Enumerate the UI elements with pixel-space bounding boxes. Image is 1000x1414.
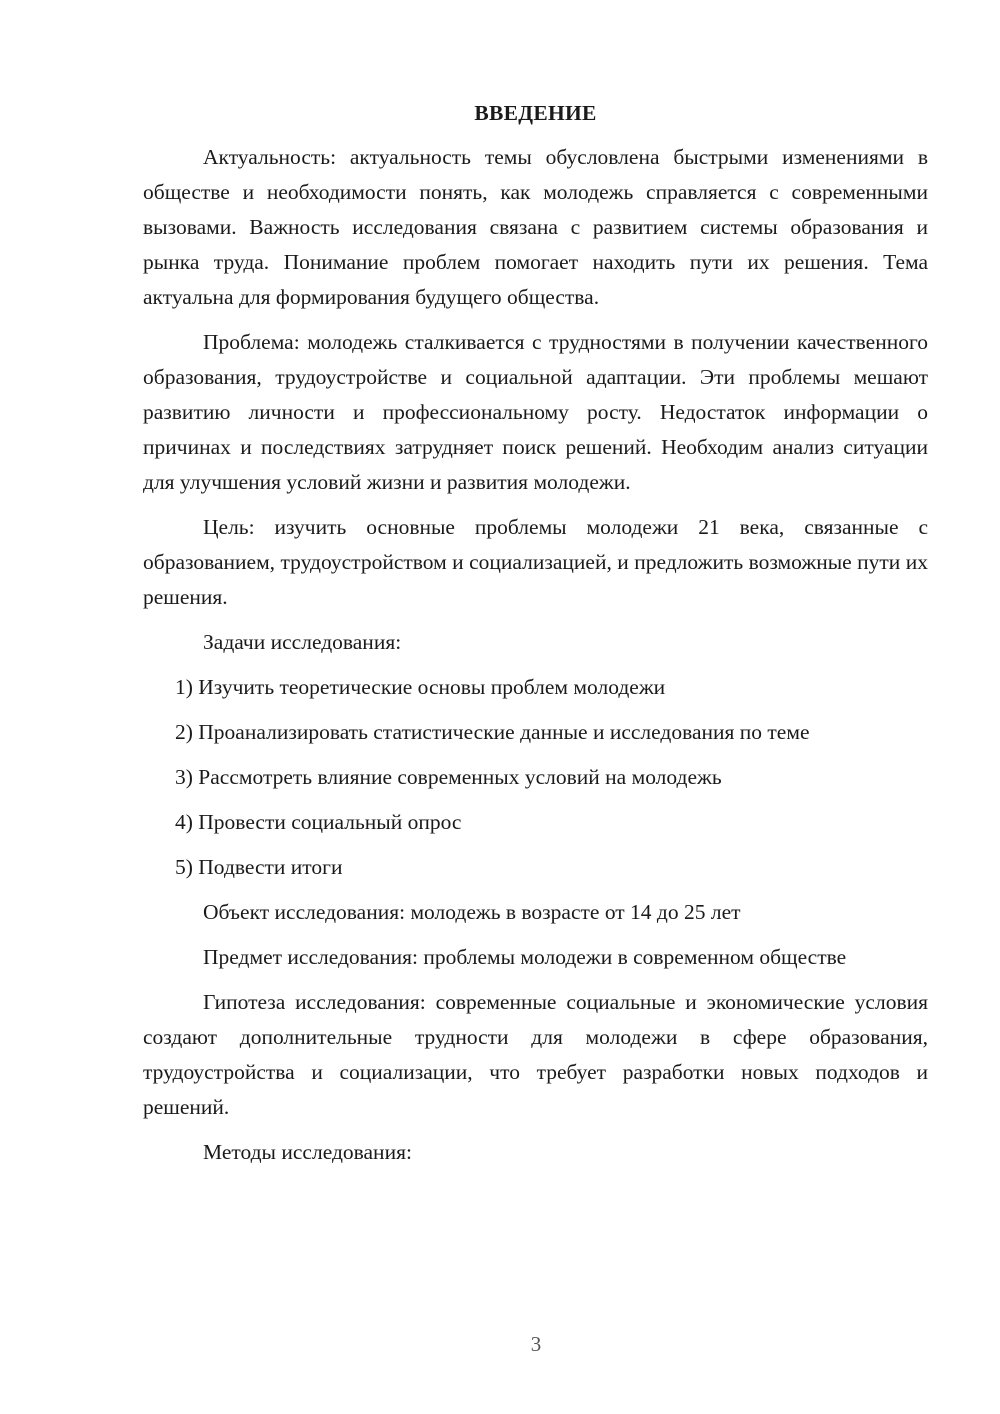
tasks-title: Задачи исследования: — [203, 630, 402, 654]
relevance-paragraph: Актуальность: актуальность темы обусловлена быстрыми изменениями в обществе и необходимости понять, как молодежь справляется с современными вызовами. Важность исследования связана с развитием системы образования и рынка труда. Понимание проблем помогает находить пути их решения. Тема актуальна для формирования будущего общества. — [143, 145, 928, 309]
list-item: 3) Рассмотреть влияние современных условий на молодежь — [175, 765, 722, 789]
list-item: 2) Проанализировать статистические данные и исследования по теме — [175, 720, 810, 744]
page-title: ВВЕДЕНИЕ — [474, 101, 597, 125]
methods-title: Методы исследования: — [203, 1140, 412, 1164]
tasks-list — [143, 670, 928, 885]
research-object: Объект исследования: молодежь в возрасте от 14 до 25 лет — [203, 900, 741, 924]
page-number: 3 — [530, 1332, 542, 1356]
list-item: 5) Подвести итоги — [175, 855, 343, 879]
list-item: 4) Провести социальный опрос — [175, 810, 462, 834]
problem-paragraph: Проблема: молодежь сталкивается с трудностями в получении качественного образования, трудоустройстве и социальной адаптации. Эти проблемы мешают развитию личности и профессиональному росту. Недостаток информации о причинах и последствиях затрудняет поиск решений. Необходим анализ ситуации для улучшения условий жизни и развития молодежи. — [143, 330, 928, 494]
document-page — [143, 96, 928, 1180]
list-item: 1) Изучить теоретические основы проблем молодежи — [175, 675, 666, 699]
goal-paragraph: Цель: изучить основные проблемы молодежи 21 века, связанные с образованием, трудоустройством и социализацией, и предложить возможные пути их решения. — [143, 515, 928, 609]
research-hypothesis: Гипотеза исследования: современные социальные и экономические условия создают дополнительные трудности для молодежи в сфере образования, трудоустройства и социализации, что требует разработки новых подходов и решений. — [143, 990, 928, 1119]
research-subject: Предмет исследования: проблемы молодежи в современном обществе — [203, 945, 847, 969]
